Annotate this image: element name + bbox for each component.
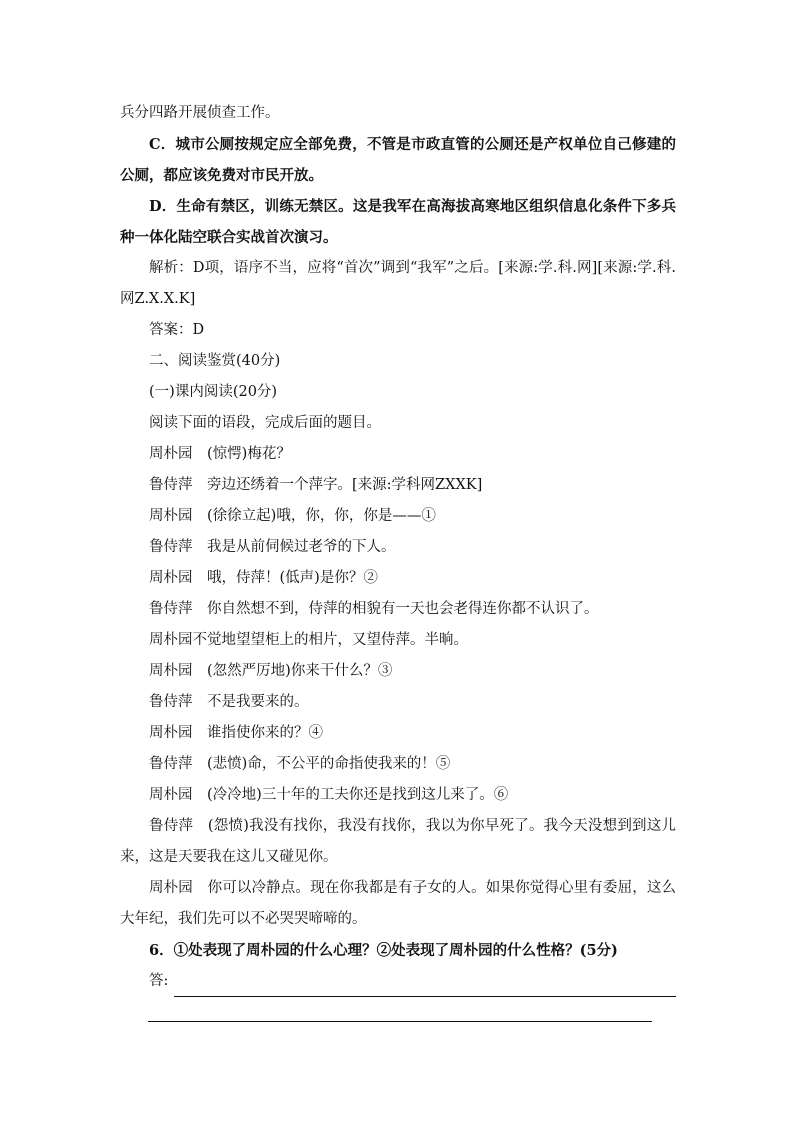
- paragraph: 兵分四路开展侦查工作。: [120, 105, 280, 121]
- dialogue-line: 鲁侍萍 (怨愤)我没有找你，我没有找你，我以为你早死了。我今天没想到到这儿来，这是天要我在这儿又碰见你。: [120, 818, 676, 865]
- dialogue-line: 周朴园 (冷冷地)三十年的工夫你还是找到这儿来了。⑥: [149, 787, 509, 803]
- dialogue-line: 鲁侍萍 你自然想不到，侍萍的相貌有一天也会老得连你都不认识了。: [149, 601, 599, 617]
- stage-direction: 周朴园不觉地望望柜上的相片，又望侍萍。半晌。: [149, 632, 468, 648]
- answer-blank[interactable]: [174, 976, 676, 997]
- dialogue-line: 周朴园 谁指使你来的？④: [149, 725, 323, 741]
- dialogue-line: 周朴园 (忽然严厉地)你来干什么？③: [149, 663, 393, 679]
- document-page: [120, 98, 676, 1022]
- analysis: 解析：D项，语序不当，应将“首次”调到“我军”之后。[来源:学.科.网][来源:学.科.网Z.X.X.K]: [120, 260, 676, 307]
- answer-line: [149, 966, 676, 997]
- subsection-heading: (一)课内阅读(20分): [149, 384, 278, 400]
- dialogue-line: 鲁侍萍 我是从前伺候过老爷的下人。: [149, 539, 396, 555]
- option-d: D．生命有禁区，训练无禁区。这是我军在高海拔高寒地区组织信息化条件下多兵种一体化陆空联合实战首次演习。: [120, 198, 676, 246]
- dialogue-line: 周朴园 哦，侍萍！(低声)是你？②: [149, 570, 378, 586]
- dialogue-line: 鲁侍萍 不是我要来的。: [149, 694, 309, 710]
- answer: 答案：D: [149, 322, 205, 338]
- question-6: 6．①处表现了周朴园的什么心理？②处表现了周朴园的什么性格？(5分): [149, 942, 618, 959]
- answer-blank-2[interactable]: [148, 997, 652, 1022]
- option-c: C．城市公厕按规定应全部免费，不管是市政直管的公厕还是产权单位自己修建的公厕，都应该免费对市民开放。: [120, 136, 676, 184]
- section-heading: 二、阅读鉴赏(40分): [149, 353, 281, 369]
- dialogue-line: 鲁侍萍 旁边还绣着一个萍字。[来源:学科网ZXXK]: [149, 477, 483, 493]
- instruction: 阅读下面的语段，完成后面的题目。: [149, 415, 381, 431]
- answer-label: 答:: [149, 973, 169, 989]
- dialogue-line: 鲁侍萍 (悲愤)命，不公平的命指使我来的！⑤: [149, 756, 451, 772]
- dialogue-line: 周朴园 (惊愕)梅花？: [149, 446, 291, 462]
- dialogue-line: 周朴园 你可以冷静点。现在你我都是有子女的人。如果你觉得心里有委屈，这么大年纪，我们先可以不必哭哭啼啼的。: [120, 880, 676, 927]
- dialogue-line: 周朴园 (徐徐立起)哦，你，你，你是——①: [149, 508, 436, 524]
